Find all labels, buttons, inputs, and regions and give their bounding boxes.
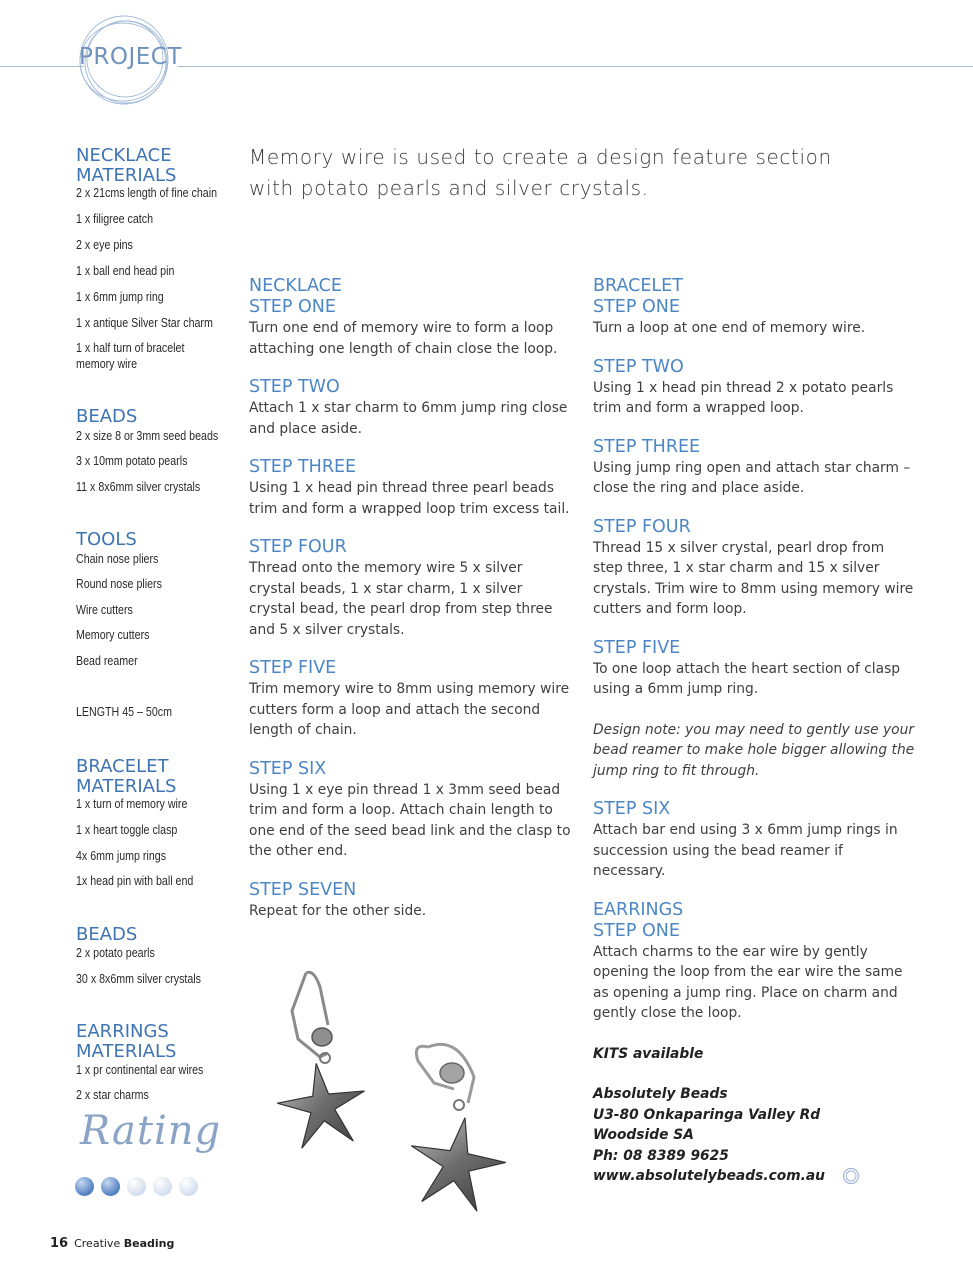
tools-section bbox=[76, 530, 236, 550]
list-item: 2 x star charms bbox=[76, 1087, 149, 1102]
bracelet-column bbox=[593, 276, 915, 1187]
supplier-locality: Woodside SA bbox=[593, 1127, 694, 1143]
bracelet-beads-heading: BEADS bbox=[76, 924, 138, 945]
bracelet-heading: BRACELET bbox=[593, 276, 683, 296]
list-item: 2 x 21cms length of fine chain bbox=[76, 185, 218, 200]
magazine-name: Beading bbox=[123, 1237, 175, 1250]
list-item: Chain nose pliers bbox=[76, 551, 159, 566]
step-title: STEP THREE bbox=[593, 436, 701, 457]
step-text: Turn one end of memory wire to form a loop attaching one length of chain close the loop. bbox=[249, 320, 558, 357]
supplier-website[interactable]: www.absolutelybeads.com.au bbox=[593, 1166, 915, 1187]
step-title: STEP FIVE bbox=[593, 637, 681, 658]
list-item: 1 x antique Silver Star charm bbox=[76, 315, 213, 330]
necklace-heading: NECKLACE bbox=[249, 276, 342, 296]
list-item: 2 x potato pearls bbox=[76, 945, 155, 960]
step-title: STEP TWO bbox=[593, 356, 684, 377]
kits-label: KITS available bbox=[593, 1045, 704, 1062]
header-rule-right bbox=[178, 66, 973, 67]
step-text: Using 1 x head pin thread 2 x potato pearls trim and form a wrapped loop. bbox=[593, 379, 894, 416]
rating-dot-filled bbox=[101, 1177, 120, 1196]
magazine-prefix: Creative bbox=[74, 1237, 121, 1250]
step-text: To one loop attach the heart section of clasp using a 6mm jump ring. bbox=[593, 660, 901, 697]
list-item: Bead reamer bbox=[76, 653, 138, 668]
step-text: Turn a loop at one end of memory wire. bbox=[593, 320, 866, 336]
step-text: Attach 1 x star charm to 6mm jump ring close and place aside. bbox=[249, 400, 568, 437]
rating-label: Rating bbox=[80, 1108, 222, 1154]
beads-heading: BEADS bbox=[76, 406, 138, 427]
step-title: STEP SIX bbox=[249, 758, 327, 779]
step-title: STEP FIVE bbox=[249, 658, 337, 678]
list-item: 1 x ball end head pin bbox=[76, 263, 175, 278]
step-title: STEP FOUR bbox=[249, 537, 347, 557]
step-text: Attach bar end using 3 x 6mm jump rings in succession using the bead reamer if necessary. bbox=[593, 822, 898, 879]
list-item: Wire cutters bbox=[76, 602, 133, 617]
step-title: STEP SEVEN bbox=[249, 879, 357, 900]
step-title: STEP ONE bbox=[593, 297, 680, 317]
necklace-materials-heading: NECKLACE MATERIALS bbox=[76, 145, 177, 186]
step-text: Repeat for the other side. bbox=[249, 902, 427, 919]
rating-dot-empty bbox=[179, 1177, 198, 1196]
list-item: 1x head pin with ball end bbox=[76, 873, 194, 888]
list-item: 11 x 8x6mm silver crystals bbox=[76, 479, 201, 494]
list-item: 1 x turn of memory wire bbox=[76, 796, 188, 811]
step-title: STEP TWO bbox=[249, 377, 340, 397]
step-text: Using 1 x head pin thread three pearl beads trim and form a wrapped loop trim excess tail. bbox=[249, 480, 570, 517]
list-item: 30 x 8x6mm silver crystals bbox=[76, 971, 201, 986]
bracelet-beads-section bbox=[76, 925, 236, 945]
supplier-block bbox=[593, 1084, 915, 1187]
step-text: Trim memory wire to 8mm using memory wire cutters form a loop and attach the second length of chain. bbox=[249, 681, 570, 738]
step-title: STEP FOUR bbox=[593, 516, 691, 537]
tools-heading: TOOLS bbox=[76, 529, 137, 550]
end-mark-icon bbox=[842, 1167, 860, 1185]
supplier-address: U3-80 Onkaparinga Valley Rd bbox=[593, 1106, 821, 1123]
page-number: 16 bbox=[50, 1236, 69, 1251]
step-text: Using 1 x eye pin thread 1 x 3mm seed bead trim and form a loop. Attach chain length to one end of the seed bead link and the clasp to the other end. bbox=[249, 781, 571, 859]
page-footer bbox=[50, 1236, 174, 1251]
rating-dot-empty bbox=[153, 1177, 172, 1196]
step-text: Thread onto the memory wire 5 x silver crystal beads, 1 x star charm, 1 x silver crystal bead, the pearl drop from step three and 5 x silver crystals. bbox=[249, 560, 553, 638]
list-item: 1 x pr continental ear wires bbox=[76, 1062, 204, 1077]
earrings-materials-heading: EARRINGS MATERIALS bbox=[76, 1021, 177, 1062]
intro-text: Memory wire is used to create a design feature section with potato pearls and silver crystals. bbox=[249, 145, 832, 200]
earrings-photo bbox=[262, 965, 532, 1220]
list-item: 2 x size 8 or 3mm seed beads bbox=[76, 428, 219, 443]
list-item: Memory cutters bbox=[76, 627, 150, 642]
length-text: LENGTH 45 – 50cm bbox=[76, 704, 172, 719]
list-item: 1 x half turn of bracelet memory wire bbox=[76, 340, 185, 371]
design-note: Design note: you may need to gently use your bead reamer to make hole bigger allowing the jump ring to fit through. bbox=[593, 721, 915, 779]
project-label: PROJECT bbox=[79, 44, 182, 70]
step-text: Attach charms to the ear wire by gently opening the loop from the ear wire the same as opening a jump ring. Place on charm and gently close the loop. bbox=[593, 943, 903, 1021]
supplier-name: Absolutely Beads bbox=[593, 1086, 728, 1102]
bracelet-materials-section bbox=[76, 757, 236, 797]
step-title: STEP ONE bbox=[593, 920, 680, 941]
bracelet-materials-heading: BRACELET MATERIALS bbox=[76, 756, 177, 797]
rating-dot-empty bbox=[127, 1177, 146, 1196]
list-item: Round nose pliers bbox=[76, 576, 162, 591]
step-text: Thread 15 x silver crystal, pearl drop from step three, 1 x star charm and 15 x silver crystals. Trim wire to 8mm using memory wire cutters and form loop. bbox=[593, 539, 914, 617]
step-title: STEP ONE bbox=[249, 297, 336, 317]
step-title: STEP THREE bbox=[249, 457, 357, 477]
list-item: 1 x filigree catch bbox=[76, 211, 154, 226]
step-text: Using jump ring open and attach star charm – close the ring and place aside. bbox=[593, 459, 911, 496]
list-item: 1 x 6mm jump ring bbox=[76, 289, 164, 304]
list-item: 2 x eye pins bbox=[76, 237, 133, 252]
step-title: STEP SIX bbox=[593, 799, 671, 819]
earrings-materials-section bbox=[76, 1022, 236, 1062]
beads-section bbox=[76, 407, 236, 427]
header-rule-left bbox=[0, 66, 84, 67]
supplier-phone: Ph: 08 8389 9625 bbox=[593, 1147, 729, 1164]
earrings-heading: EARRINGS bbox=[593, 899, 684, 920]
list-item: 4x 6mm jump rings bbox=[76, 848, 167, 863]
sidebar bbox=[76, 146, 236, 186]
list-item: 1 x heart toggle clasp bbox=[76, 822, 178, 837]
necklace-column bbox=[249, 276, 571, 921]
list-item: 3 x 10mm potato pearls bbox=[76, 453, 188, 468]
rating-dot-filled bbox=[75, 1177, 94, 1196]
